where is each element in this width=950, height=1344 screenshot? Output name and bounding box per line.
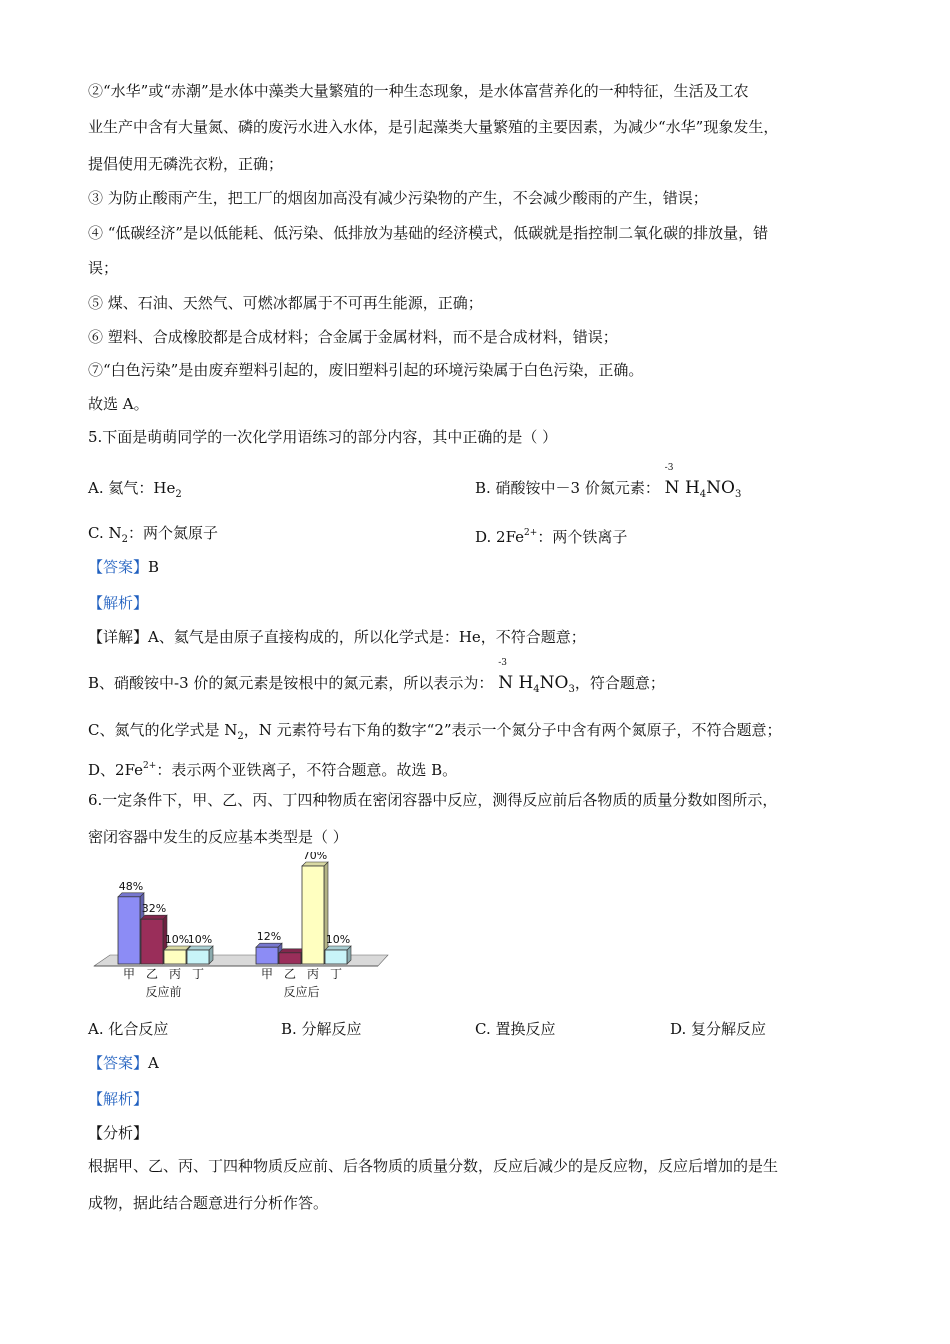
tick-label: 乙 (145, 967, 159, 981)
q5-option-a: A. 氦气：$He_2$ (88, 479, 182, 500)
q6-option-a: A. 化合反应 (88, 1020, 169, 1038)
data-label: 48% (118, 879, 144, 893)
bar (256, 947, 278, 964)
data-label: 10% (164, 933, 190, 946)
tick-label: 丁 (191, 967, 205, 981)
text-line: ⑤ 煤、石油、天然气、可燃冰都属于不可再生能源，正确； (88, 294, 483, 312)
q6-fenxi-line: 根据甲、乙、丙、丁四种物质反应前、后各物质的质量分数，反应后减少的是反应物，反应后增加的是生 (88, 1157, 779, 1175)
ammonium-nitrate-formula: -3 N $H_4NO_3$ (664, 463, 742, 500)
q6-option-c: C. 置换反应 (475, 1020, 556, 1038)
bar (141, 919, 163, 964)
bar-top (302, 862, 328, 866)
q5-option-b: B. 硝酸铵中－3 价氮元素： -3 N $H_4NO_3$ (475, 477, 741, 506)
data-label: 12% (256, 930, 282, 944)
data-label: 10% (325, 933, 351, 946)
ammonium-nitrate-formula: -3 N $H_4NO_3$ (498, 658, 575, 695)
bar (325, 950, 347, 964)
tick-label: 丙 (168, 967, 182, 981)
bar (302, 866, 324, 964)
text-line: ⑥ 塑料、合成橡胶都是合成材料；合金属于金属材料，而不是合成材料，错误； (88, 328, 618, 346)
q5-detail-b: B、硝酸铵中-3 价的氮元素是铵根中的氮元素，所以表示为： -3 N $H_4NO_3$，符合题意； (88, 672, 868, 701)
tick-label: 乙 (283, 967, 297, 981)
q5-analysis-tag: 【解析】 (88, 594, 149, 612)
q6-answer: 【答案】A (88, 1054, 159, 1072)
q6-fenxi-tag: 【分析】 (88, 1124, 149, 1142)
q5-option-d: D. $2Fe^{2+}$：两个铁离子 (475, 528, 628, 546)
q6-analysis-tag: 【解析】 (88, 1090, 149, 1108)
tick-label: 甲 (260, 967, 274, 981)
text-line: 业生产中含有大量氮、磷的废污水进入水体，是引起藻类大量繁殖的主要因素，为减少“水华”现象发生， (88, 118, 779, 136)
bar (187, 950, 209, 964)
question-5-stem: 5.下面是萌萌同学的一次化学用语练习的部分内容，其中正确的是（ ） (88, 428, 558, 446)
text-line: ⑦“白色污染”是由废弃塑料引起的，废旧塑料引起的环境污染属于白色污染，正确。 (88, 361, 644, 379)
text-line: ④ “低碳经济”是以低能耗、低污染、低排放为基础的经济模式，低碳就是指控制二氧化碳的排放量，错 (88, 224, 769, 242)
tick-label: 丁 (329, 967, 343, 981)
q5-detail-c: C、氮气的化学式是 $N_2$，N 元素符号右下角的数字“2”表示一个氮分子中含有两个氮原子，不符合题意； (88, 721, 782, 742)
text-line: 提倡使用无磷洗衣粉，正确； (88, 155, 284, 173)
tick-label: 甲 (122, 967, 136, 981)
mass-fraction-bar-chart (88, 852, 398, 1004)
text-line: 误； (88, 259, 119, 277)
q6-option-d: D. 复分解反应 (670, 1020, 767, 1038)
bar-top (164, 946, 190, 950)
q6-option-b: B. 分解反应 (281, 1020, 362, 1038)
text-line: 故选 A。 (88, 395, 149, 413)
bar (118, 897, 140, 964)
data-label: 32% (141, 902, 167, 916)
question-6-stem: 6.一定条件下，甲、乙、丙、丁四种物质在密闭容器中反应，测得反应前后各物质的质量分数如图所示， (88, 791, 778, 809)
bar-top (118, 893, 144, 897)
q5-detail-d: D、$2Fe^{2+}$：表示两个亚铁离子，不符合题意。故选 B。 (88, 761, 458, 779)
q5-option-c: C. $N_2$：两个氮原子 (88, 524, 218, 545)
data-label: 70% (302, 852, 328, 862)
bar-top (325, 946, 351, 950)
text-line: ②“水华”或“赤潮”是水体中藻类大量繁殖的一种生态现象，是水体富营养化的一种特征，生活及工农 (88, 82, 749, 100)
bar-top (256, 943, 282, 947)
data-label: 10% (187, 933, 213, 946)
bar-top (187, 946, 213, 950)
q5-answer: 【答案】B (88, 558, 160, 576)
bar-top (279, 949, 305, 953)
bar-top (141, 915, 167, 919)
text-line: ③ 为防止酸雨产生，把工厂的烟囱加高没有减少污染物的产生，不会减少酸雨的产生，错误； (88, 189, 708, 207)
q6-fenxi-line: 成物，据此结合题意进行分析作答。 (88, 1194, 329, 1212)
question-6-stem-cont: 密闭容器中发生的反应基本类型是（ ） (88, 828, 348, 846)
tick-label: 丙 (306, 967, 320, 981)
bar (279, 953, 301, 964)
group-label: 反应后 (283, 985, 320, 999)
q5-detail-a: 【详解】A、氦气是由原子直接构成的，所以化学式是：He，不符合题意； (88, 628, 586, 646)
bar (164, 950, 186, 964)
group-label: 反应前 (145, 985, 182, 999)
